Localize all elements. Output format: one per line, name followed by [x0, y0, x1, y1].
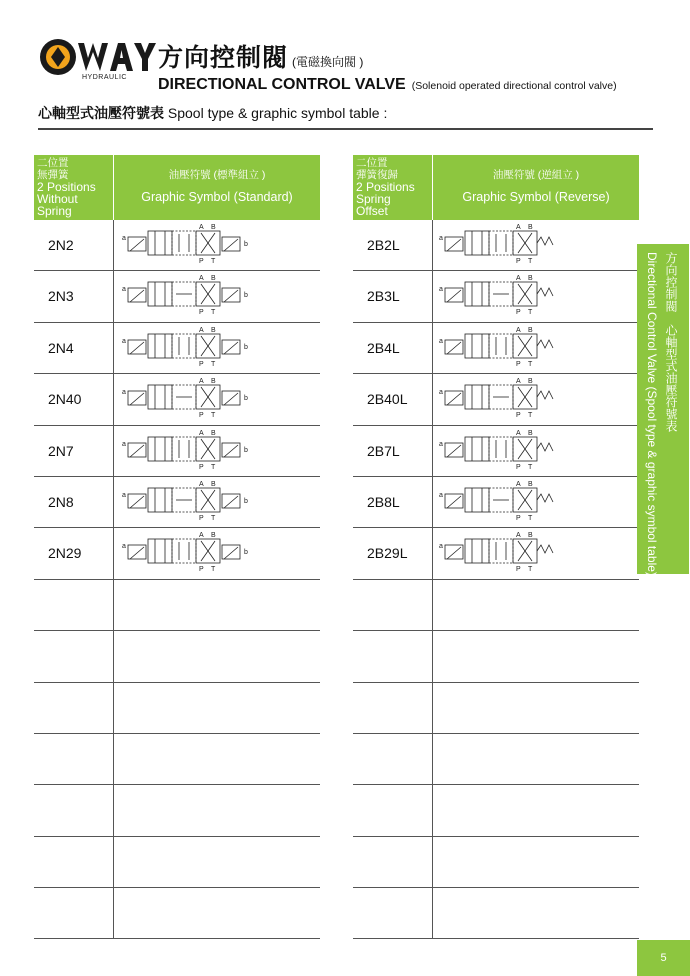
table-row [353, 888, 639, 939]
table-row [34, 837, 320, 888]
valve-box [172, 539, 196, 563]
valve-box [489, 334, 513, 358]
port-a: A [516, 326, 521, 334]
table-rows [34, 220, 320, 939]
spool-code-cell [34, 220, 114, 270]
label-a: a [122, 543, 126, 551]
spool-code: 2B7L [367, 442, 400, 459]
port-t: T [211, 566, 216, 574]
port-a: A [199, 224, 204, 231]
header-zh-2: 無彈簧 [37, 169, 69, 181]
spool-code: 2N8 [48, 493, 74, 510]
label-a: a [439, 440, 443, 448]
valve-symbol [445, 488, 553, 512]
graphic-symbol [433, 528, 639, 578]
table-row [353, 374, 639, 425]
table-row [353, 528, 639, 579]
section-subtitle [38, 104, 387, 122]
spring [537, 340, 553, 348]
table-row [34, 785, 320, 836]
valve-box [148, 385, 172, 409]
valve-box [172, 334, 196, 358]
way-hydraulic-logo [38, 38, 156, 80]
port-a: A [199, 326, 204, 334]
port-p: P [516, 412, 521, 420]
spool-code-cell [34, 734, 114, 784]
port-a: A [516, 429, 521, 437]
spool-code-cell [353, 683, 433, 733]
spool-code: 2B2L [367, 237, 400, 253]
graphic-symbol [114, 220, 320, 270]
spool-code: 2N7 [48, 442, 74, 459]
header-symbol-cell [433, 155, 639, 220]
valve-symbol [128, 282, 240, 306]
spool-code-cell [353, 888, 433, 938]
title-zh-text: 方向控制閥 [158, 44, 289, 72]
label-a: a [122, 286, 126, 294]
port-t: T [211, 258, 216, 265]
port-p: P [516, 309, 521, 317]
valve-symbol [128, 488, 240, 512]
solenoid-a-line [130, 239, 144, 251]
table-row [34, 374, 320, 425]
side-tab-zh: 方向控制閥 心軸型式油壓符號表 [664, 252, 678, 432]
solenoid-b-line [224, 547, 238, 559]
spool-code-cell [353, 271, 433, 321]
spool-code-cell [34, 785, 114, 835]
graphic-symbol [433, 477, 639, 527]
header-zh-2: 彈簧復歸 [356, 169, 398, 181]
solenoid-a-line [447, 393, 461, 405]
table-row [353, 580, 639, 631]
solenoid-a-line [447, 342, 461, 354]
label-a: a [122, 337, 126, 345]
port-b: B [211, 532, 216, 540]
valve-box [465, 334, 489, 358]
graphic-symbol [114, 477, 320, 527]
valve-box [489, 539, 513, 563]
port-a: A [199, 378, 204, 386]
port-a: A [199, 275, 204, 283]
valve-box [465, 539, 489, 563]
port-t: T [528, 412, 533, 420]
port-b: B [528, 326, 533, 334]
spool-code-cell [34, 888, 114, 938]
port-t: T [528, 463, 533, 471]
valve-symbol [128, 385, 240, 409]
header-symbol-zh: 油壓符號 (標準組立 ) [168, 169, 266, 181]
spool-code-cell [353, 785, 433, 835]
title-en-text: DIRECTIONAL CONTROL VALVE [158, 76, 406, 93]
port-a: A [516, 532, 521, 540]
valve-box [465, 437, 489, 461]
spool-code: 2B3L [367, 288, 400, 305]
spool-code: 2N4 [48, 339, 74, 356]
spool-code: 2B4L [367, 339, 400, 356]
table-header [353, 155, 639, 220]
graphic-symbol [114, 271, 320, 321]
label-a: a [122, 235, 126, 242]
port-p: P [516, 258, 521, 265]
port-t: T [528, 566, 533, 574]
solenoid-a-line [447, 547, 461, 559]
port-b: B [528, 275, 533, 283]
label-b: b [244, 395, 248, 403]
port-a: A [199, 532, 204, 540]
solenoid-a-line [447, 496, 461, 508]
spool-code: 2B29L [367, 545, 408, 562]
port-p: P [516, 566, 521, 574]
port-p: P [199, 566, 204, 574]
graphic-symbol [114, 528, 320, 578]
spring [537, 288, 553, 296]
spool-code-cell [34, 580, 114, 630]
solenoid-b-line [224, 239, 238, 251]
valve-box [465, 231, 489, 255]
port-b: B [211, 224, 216, 231]
header-symbol-en: Graphic Symbol (Standard) [141, 190, 293, 204]
spool-code-cell [34, 271, 114, 321]
page-title-zh [158, 44, 363, 76]
valve-box [148, 334, 172, 358]
spring [537, 443, 553, 451]
solenoid-a-line [130, 393, 144, 405]
spool-code: 2B8L [367, 493, 400, 510]
valve-symbol [445, 539, 553, 563]
logo-sub-text: HYDRAULIC [82, 74, 127, 80]
spool-code-cell [34, 683, 114, 733]
port-p: P [199, 360, 204, 368]
label-b: b [244, 549, 248, 557]
label-a: a [439, 389, 443, 397]
header-en-3: Spring [37, 204, 72, 218]
port-b: B [211, 378, 216, 386]
table-row [353, 323, 639, 374]
header-symbol-en: Graphic Symbol (Reverse) [462, 190, 610, 204]
port-a: A [516, 378, 521, 386]
solenoid-b-line [224, 393, 238, 405]
port-t: T [528, 309, 533, 317]
graphic-symbol [433, 374, 639, 424]
port-b: B [528, 532, 533, 540]
port-p: P [516, 360, 521, 368]
spring [537, 237, 553, 245]
spring [537, 391, 553, 399]
spool-code-cell [353, 528, 433, 578]
spool-code-cell [353, 426, 433, 476]
port-b: B [528, 378, 533, 386]
label-a: a [439, 543, 443, 551]
table-row [34, 888, 320, 939]
port-p: P [199, 258, 204, 265]
port-a: A [199, 480, 204, 488]
solenoid-b-line [224, 290, 238, 302]
side-tab-en: Directional Control Valve (Spool type & graphic symbol table) [645, 252, 659, 576]
valve-box [489, 231, 513, 255]
solenoid-a-line [130, 290, 144, 302]
table-reverse [353, 155, 639, 939]
table-row [353, 837, 639, 888]
table-row [353, 220, 639, 271]
table-row [34, 580, 320, 631]
port-b: B [211, 326, 216, 334]
label-a: a [122, 440, 126, 448]
valve-symbol [128, 539, 240, 563]
label-a: a [439, 337, 443, 345]
header-zh-1: 二位置 [356, 157, 388, 169]
solenoid-b-line [224, 445, 238, 457]
spring [537, 545, 553, 553]
label-b: b [244, 497, 248, 505]
spool-code-cell [34, 426, 114, 476]
header-en-2: Without [37, 192, 78, 206]
port-p: P [199, 514, 204, 522]
table-row [34, 426, 320, 477]
header-en-1: 2 Positions [37, 180, 96, 194]
table-row [34, 220, 320, 271]
table-row [34, 631, 320, 682]
label-b: b [244, 241, 248, 248]
subtitle-en: Spool type & graphic symbol table : [167, 105, 388, 121]
table-row [34, 734, 320, 785]
port-p: P [199, 412, 204, 420]
spool-code-cell [34, 477, 114, 527]
header-en-1: 2 Positions [356, 180, 415, 194]
label-a: a [439, 491, 443, 499]
valve-box [172, 437, 196, 461]
solenoid-b-line [224, 342, 238, 354]
header-positions-cell [353, 155, 433, 220]
spool-code-cell [34, 528, 114, 578]
table-row [34, 683, 320, 734]
spool-code: 2N2 [48, 237, 74, 253]
page-number: 5 [637, 940, 690, 976]
valve-symbol [445, 282, 553, 306]
header-symbol-cell [114, 155, 320, 220]
spring [537, 494, 553, 502]
table-rows [353, 220, 639, 939]
valve-symbol [445, 385, 553, 409]
solenoid-a-line [130, 496, 144, 508]
port-b: B [528, 224, 533, 231]
spool-code-cell [353, 837, 433, 887]
label-a: a [439, 235, 443, 242]
port-a: A [516, 480, 521, 488]
spool-code: 2N40 [48, 391, 82, 408]
port-t: T [211, 360, 216, 368]
valve-symbol [445, 231, 553, 255]
graphic-symbol [433, 426, 639, 476]
solenoid-a-line [447, 445, 461, 457]
spool-code-cell [34, 323, 114, 373]
port-t: T [211, 514, 216, 522]
graphic-symbol [114, 374, 320, 424]
spool-code-cell [34, 631, 114, 681]
valve-symbol [128, 334, 240, 358]
port-b: B [211, 275, 216, 283]
table-row [353, 477, 639, 528]
page-title-en [158, 76, 617, 95]
spool-code-cell [353, 323, 433, 373]
valve-box [148, 282, 172, 306]
header-positions-cell [34, 155, 114, 220]
port-t: T [528, 258, 533, 265]
solenoid-a-line [130, 547, 144, 559]
solenoid-a-line [130, 445, 144, 457]
label-a: a [122, 491, 126, 499]
table-row [353, 785, 639, 836]
table-row [353, 683, 639, 734]
table-row [34, 271, 320, 322]
graphic-symbol [433, 220, 639, 270]
spool-code-cell [353, 734, 433, 784]
solenoid-a-line [130, 342, 144, 354]
port-p: P [516, 514, 521, 522]
table-row [34, 477, 320, 528]
table-header [34, 155, 320, 220]
valve-symbol [128, 231, 240, 255]
solenoid-b-line [224, 496, 238, 508]
valve-box [148, 488, 172, 512]
port-t: T [528, 360, 533, 368]
spool-code-cell [353, 220, 433, 270]
title-zh-sub: (電磁換向閥 ) [292, 55, 364, 69]
header-symbol-zh: 油壓符號 (逆組立 ) [492, 169, 580, 181]
spool-code-cell [353, 477, 433, 527]
graphic-symbol [114, 323, 320, 373]
solenoid-a-line [447, 290, 461, 302]
valve-box [148, 539, 172, 563]
port-b: B [528, 429, 533, 437]
label-a: a [122, 389, 126, 397]
valve-box [148, 437, 172, 461]
valve-box [172, 231, 196, 255]
table-row [34, 323, 320, 374]
graphic-symbol [433, 323, 639, 373]
graphic-symbol [114, 426, 320, 476]
label-b: b [244, 292, 248, 300]
subtitle-zh: 心軸型式油壓符號表 [38, 105, 164, 121]
port-b: B [528, 480, 533, 488]
spool-code-cell [34, 837, 114, 887]
solenoid-a-line [447, 239, 461, 251]
label-b: b [244, 446, 248, 454]
spool-code-cell [34, 374, 114, 424]
title-divider [38, 128, 653, 130]
port-b: B [211, 480, 216, 488]
port-b: B [211, 429, 216, 437]
port-a: A [516, 224, 521, 231]
graphic-symbol [433, 271, 639, 321]
valve-box [465, 385, 489, 409]
spool-code: 2N29 [48, 545, 82, 562]
port-p: P [516, 463, 521, 471]
valve-symbol [445, 334, 553, 358]
table-row [353, 631, 639, 682]
header-en-2: Spring [356, 192, 391, 206]
label-a: a [439, 286, 443, 294]
header-zh-1: 二位置 [37, 157, 69, 169]
port-t: T [211, 309, 216, 317]
valve-box [465, 282, 489, 306]
valve-symbol [445, 437, 553, 461]
spool-code: 2B40L [367, 391, 408, 408]
port-t: T [528, 514, 533, 522]
table-standard [34, 155, 320, 939]
port-t: T [211, 412, 216, 420]
port-p: P [199, 309, 204, 317]
valve-box [465, 488, 489, 512]
table-row [353, 734, 639, 785]
table-row [34, 528, 320, 579]
spool-code-cell [353, 580, 433, 630]
port-p: P [199, 463, 204, 471]
table-row [353, 271, 639, 322]
valve-symbol [128, 437, 240, 461]
table-row [353, 426, 639, 477]
spool-code-cell [353, 374, 433, 424]
label-b: b [244, 343, 248, 351]
port-a: A [199, 429, 204, 437]
valve-box [148, 231, 172, 255]
spool-code-cell [353, 631, 433, 681]
port-a: A [516, 275, 521, 283]
title-en-sub: (Solenoid operated directional control valve) [411, 80, 617, 92]
valve-box [489, 437, 513, 461]
header-en-3: Offset [356, 204, 388, 218]
port-t: T [211, 463, 216, 471]
spool-code: 2N3 [48, 288, 74, 305]
